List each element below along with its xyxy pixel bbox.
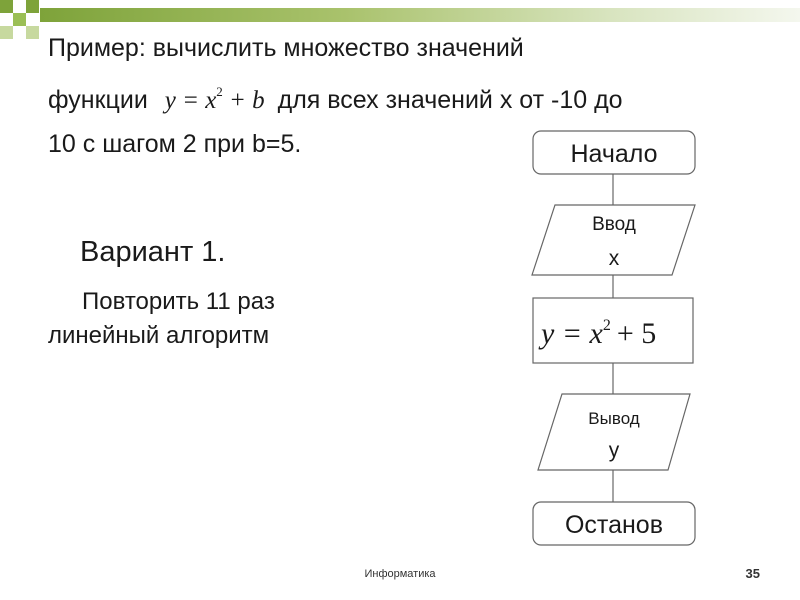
title-line-1: Пример: вычислить множество значений: [48, 34, 524, 62]
process-formula-base: y = x: [541, 317, 603, 350]
title-prefix: функции: [48, 86, 148, 114]
process-formula-exponent: 2: [602, 317, 611, 334]
input-label: Ввод: [592, 214, 636, 235]
output-label: Вывод: [588, 409, 640, 428]
variant-heading: Вариант 1.: [80, 236, 226, 268]
footer-label: Информатика: [364, 568, 436, 580]
page-number: 35: [745, 566, 760, 581]
stop-label: Останов: [564, 511, 664, 539]
input-variable: x: [608, 247, 620, 270]
start-label: Начало: [570, 140, 658, 168]
repeat-line-2: линейный алгоритм: [48, 322, 270, 349]
repeat-line-1: Повторить 11 раз: [82, 288, 275, 315]
output-variable: y: [608, 439, 620, 462]
formula-base: y = x: [164, 87, 217, 114]
formula-tail: + b: [229, 87, 265, 114]
title-line-3: 10 с шагом 2 при b=5.: [48, 130, 302, 158]
process-formula-tail: + 5: [616, 317, 657, 350]
process-formula: [538, 317, 656, 350]
title-suffix: для всех значений x от -10 до: [277, 86, 623, 114]
formula-exponent: 2: [216, 84, 223, 99]
